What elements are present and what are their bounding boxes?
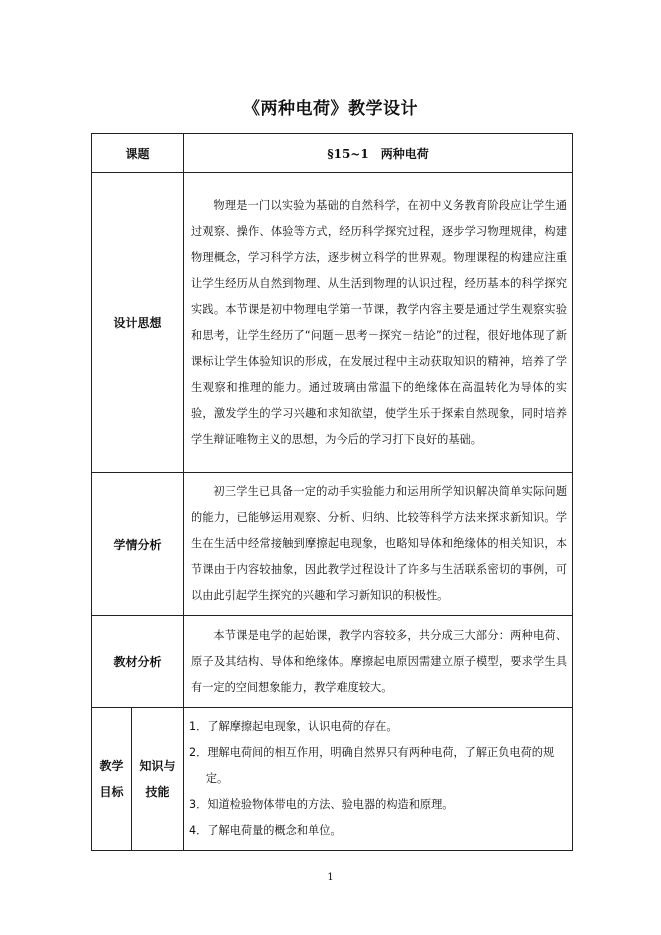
objectives-label-line1: 教学 <box>99 759 124 773</box>
material-analysis-label: 教材分析 <box>92 616 184 708</box>
topic-row <box>92 134 573 173</box>
objectives-row <box>92 708 573 851</box>
design-idea-label: 设计思想 <box>92 173 184 473</box>
design-idea-row <box>92 173 573 473</box>
objectives-list <box>184 709 572 849</box>
objectives-label <box>92 708 132 851</box>
page-number: 1 <box>327 872 334 883</box>
learner-analysis-cell <box>184 473 573 616</box>
lesson-plan-table <box>91 133 573 851</box>
topic-label: 课题 <box>92 134 184 173</box>
learner-analysis-text: 初三学生已具备一定的动手实验能力和运用所学知识解决简单实际问题的能力，已能够运用观察、分析、归纳、比较等科学方法来探求新知识。学生在生活中经常接触到摩擦起电现象，也略知导体和绝缘体的相关知识，本节课由于内容较抽象，因此教学过程设计了许多与生活联系密切的事例，可以由此引起学生探究的兴趣和学习新知识的积极性。 <box>191 485 568 602</box>
objectives-label-line2: 目标 <box>99 785 124 799</box>
objectives-sub-label-line1: 知识与 <box>139 759 176 773</box>
learner-analysis-label: 学情分析 <box>92 473 184 616</box>
material-analysis-row <box>92 616 573 708</box>
objective-item: 4．了解电荷量的概念和单位。 <box>189 824 342 837</box>
design-idea-text: 物理是一门以实验为基础的自然科学，在初中义务教育阶段应让学生通过观察、操作、体验等方式，经历科学探究过程，逐步学习物理规律，构建物理概念，学习科学方法，逐步树立科学的世界观。物理课程的构建应注重让学生经历从自然到物理、从生活到物理的认识过程，经历基本的科学探究实践。本节课是初中物理电学第一节课，教学内容主要是通过学生观察实验和思考，让学生经历了“问题－思考－探究－结论”的过程，很好地体现了新课标让学生体验知识的形成，在发展过程中主动获取知识的精神，培养了学生观察和推理的能力。通过玻璃由常温下的绝缘体在高温转化为导体的实验，激发学生的学习兴趣和求知欲望，使学生乐于探索自然现象，同时培养学生辩证唯物主义的思想，为今后的学习打下良好的基础。 <box>191 198 568 446</box>
topic-value: §15~1 两种电荷 <box>184 134 573 173</box>
learner-analysis-row <box>92 473 573 616</box>
objectives-sub-label <box>132 708 184 851</box>
objective-item: 1．了解摩擦起电现象，认识电荷的存在。 <box>189 720 398 733</box>
document-title: 《两种电荷》教学设计 <box>243 99 418 119</box>
objective-item: 2．理解电荷间的相互作用，明确自然界只有两种电荷，了解正负电荷的规定。 <box>189 746 555 785</box>
material-analysis-text: 本节课是电学的起始课，教学内容较多，共分成三大部分：两种电荷、原子及其结构、导体和绝缘体。摩擦起电原因需建立原子模型，要求学生具有一定的空间想象能力，教学难度较大。 <box>191 628 568 694</box>
objectives-sub-label-line2: 技能 <box>145 785 170 799</box>
objectives-cell <box>184 708 573 851</box>
objective-item: 3．知道检验物体带电的方法、验电器的构造和原理。 <box>189 798 454 811</box>
material-analysis-cell <box>184 616 573 708</box>
design-idea-cell <box>184 173 573 473</box>
